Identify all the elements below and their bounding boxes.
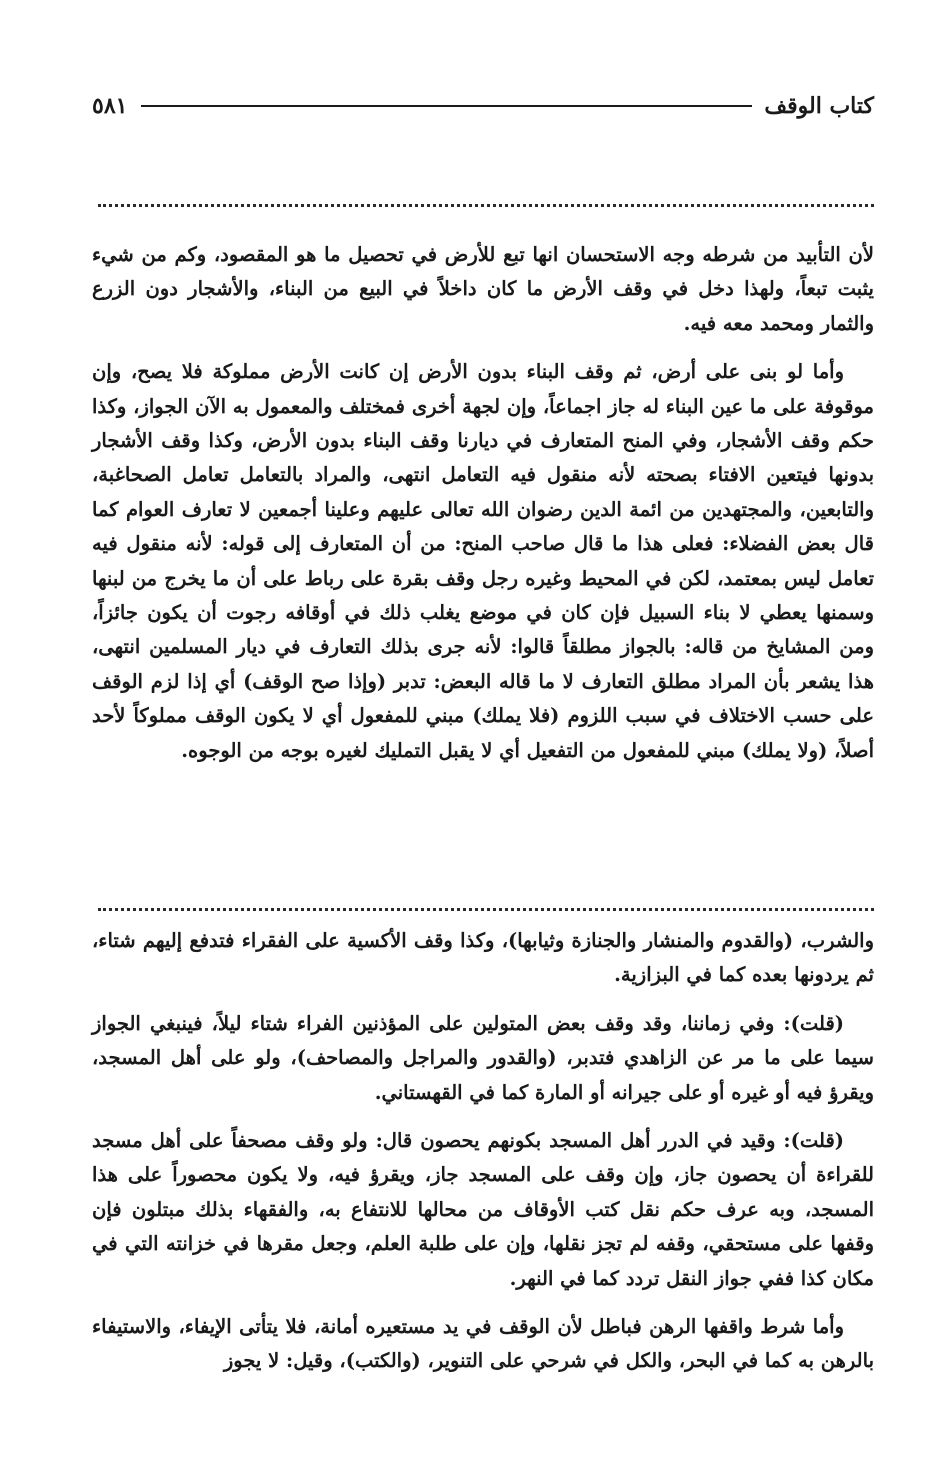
paragraph-text: وأما شرط واقفها الرهن فباطل لأن الوقف في يد مستعيره أمانة، فلا يتأتى الإيفاء، والاستيفاء بالرهن به كما في البحر، والكل في شرحي على التنوير، [92,1315,874,1373]
quoted-matn: (وإذا صح الوقف) [243,669,387,693]
quoted-matn: (والقدور والمراجل والمصاحف) [296,1046,557,1070]
paragraph: لأن التأبيد من شرطه وجه الاستحسان انها تبع للأرض في تحصيل ما هو المقصود، وكم من شيء يثبت تبعاً، ولهذا دخل في وقف الأرض ما كان داخلاً في البيع من البناء، والأشجار دون الزرع والثمار ومحمد معه فيه. [92,243,874,335]
paragraph-text: : وقيد في الدرر أهل المسجد بكونهم يحصون قال: ولو وقف مصحفاً على أهل مسجد للقراءة أن يحصون جاز، وإن وقف على المسجد جاز، ويقرؤ فيه، ولا يكون محصوراً على هذا المسجد، وبه عرف حكم نقل كتب الأوقاف من محالها للانتفاع به، والفقهاء بذلك مبتلون فإن وقفها على مستحقي، وقفه لم تجز نقلها، وإن على طلبة العلم، وجعل مقرها في خزانته التي في مكان كذا ففي جواز النقل تردد كما في النهر. [92,1129,874,1290]
paragraph [92,924,874,993]
quoted-matn: (فلا يملك) [472,704,560,728]
paragraph [92,1007,874,1110]
paragraph-text: : وفي زماننا، وقد وقف بعض المتولين على المؤذنين الفراء شتاء ليلاً، فينبغي الجواز سيما على ما مر عن الزاهدي فتدبر، [92,1011,874,1070]
page-header [92,86,874,126]
quoted-matn: (والكتب) [345,1349,421,1373]
paragraph-text: والشرب، [793,929,875,952]
paragraph-text: ، وكذا وقف الأكسية على الفقراء فتدفع إليهم شتاء، ثم يردونها بعده كما في البزازية. [92,929,874,987]
paragraph-text: مبني للمفعول أي لا يكون الوقف مملوكاً لأحد أصلاً، [92,704,874,762]
paragraph-text: ، ولو على أهل المسجد، ويقرؤ فيه أو غيره أو على جيرانه أو المارة كما في القهستاني. [92,1046,874,1104]
dotted-separator-top [98,204,874,217]
paragraph-text: مبني للمفعول من التفعيل أي لا يقبل التمليك لغيره بوجه من الوجوه. [181,738,742,762]
chapter-title: كتاب الوقف [764,93,874,119]
paragraph [92,355,874,768]
quoted-matn: (قلت) [790,1129,844,1153]
paragraph [92,1310,874,1379]
quoted-matn: (ولا يملك) [741,738,828,762]
commentary-lower [92,924,874,1379]
dotted-separator-middle [98,908,874,921]
commentary-upper [92,238,874,768]
quoted-matn: (قلت) [790,1011,844,1035]
paragraph-text: ، وقيل: لا يجوز [223,1349,346,1373]
paragraph-text: وأما لو بنى على أرض، ثم وقف البناء بدون الأرض إن كانت الأرض مملوكة فلا يصح، وإن موقوفة على ما عين البناء له جاز اجماعاً، وإن لجهة أخرى فمختلف والمعمول به الآن الجواز، وكذا حكم وقف الأشجار، وفي المنح المتعارف في ديارنا وقف البناء بدون الأرض، وكذا وقف الأشجار بدونها فيتعين الافتاء بصحته لأنه منقول فيه التعامل انتهى، والمراد بالتعامل تعامل الصحاغبة، والتابعين، والمجتهدين من ائمة الدين رضوان الله تعالى عليهم وعلينا أجمعين لا تعارف العوام كما قال بعض الفضلاء: فعلى هذا ما قال صاحب المنح: من أن المتعارف إلى قوله: لأنه منقول فيه تعامل ليس بمعتمد، لكن في المحيط وغيره رجل وقف بقرة على رباط على أن ما يخرج من لبنها وسمنها يعطي لا بناء السبيل فإن كان في موضع يغلب ذلك في أوقافه رجوت أن يكون جائزاً، ومن المشايخ من قاله: بالجواز مطلقاً قالوا: لأنه جرى بذلك التعارف في ديار المسلمين انتهى، هذا يشعر بأن المراد مطلق التعارف لا ما قاله البعض: تدبر [92,360,874,693]
page-number: ٥٨١ [92,93,128,119]
quoted-matn: (والقدوم والمنشار والجنازة وثيابها) [508,929,794,952]
header-rule [141,105,752,107]
paragraph [92,1124,874,1296]
paragraph-text: أي إذا لزم الوقف على حسب الاختلاف في سبب اللزوم [92,669,874,728]
